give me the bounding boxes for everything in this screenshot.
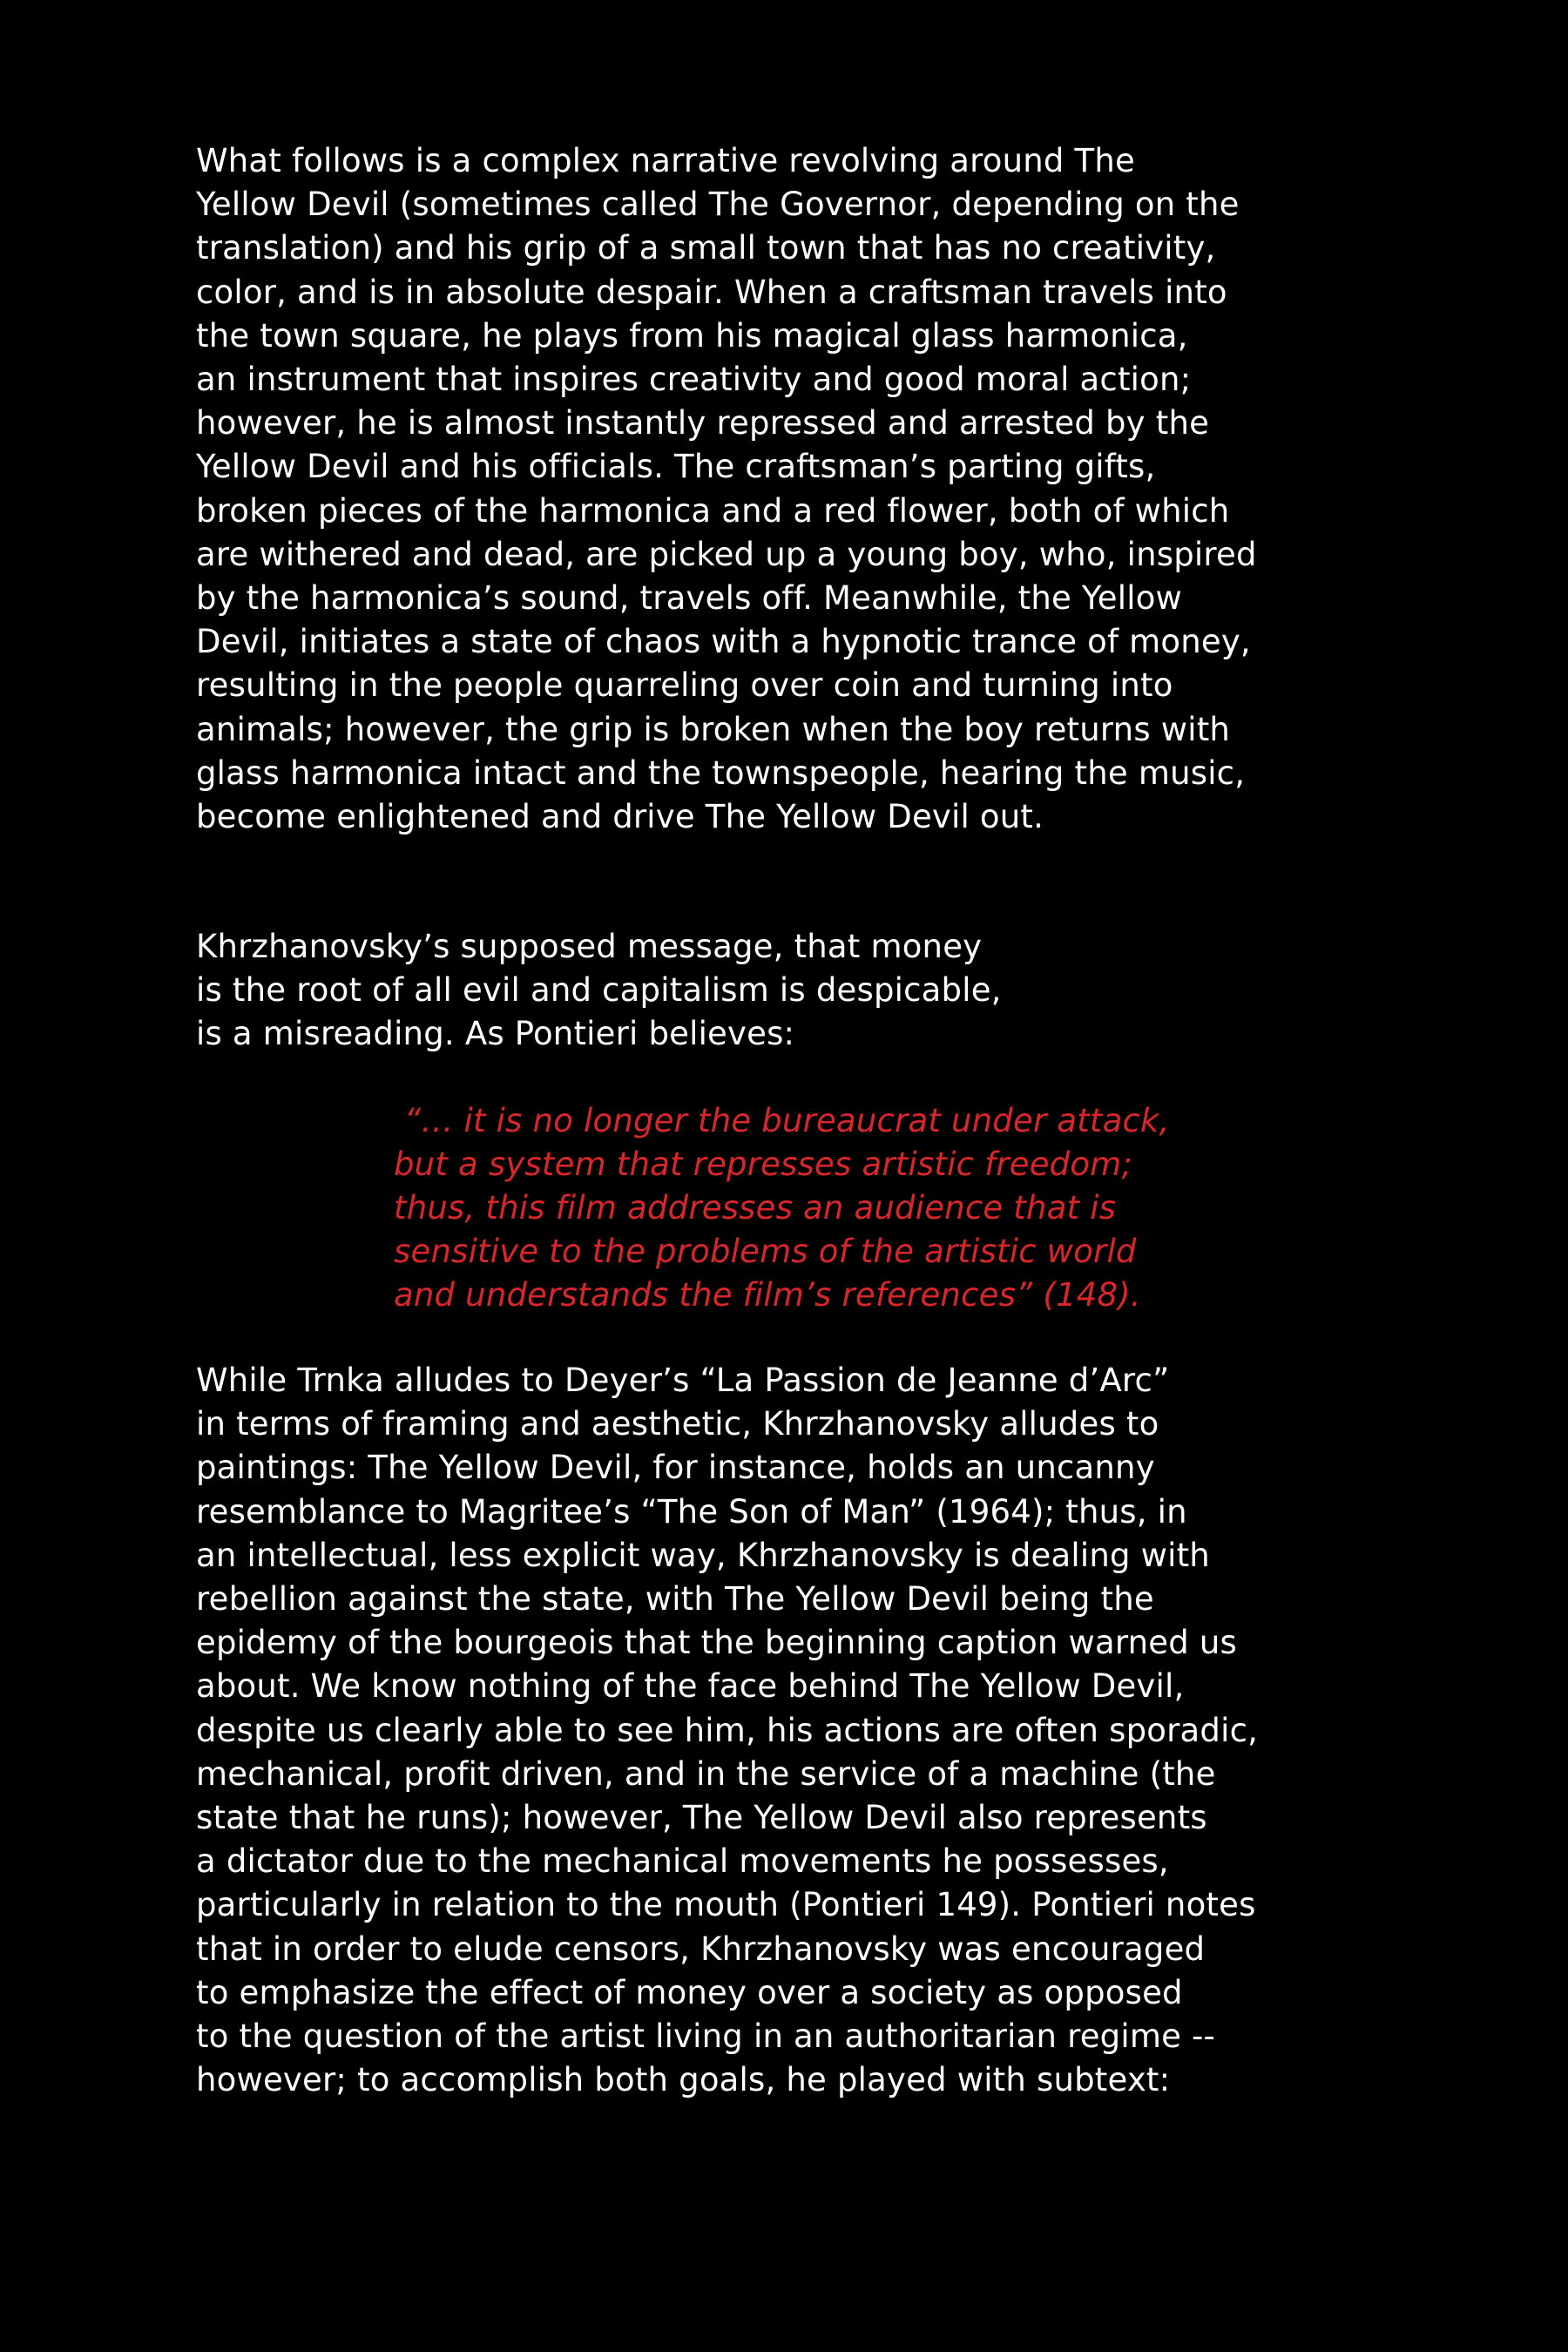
- paragraph3-line: mechanical, profit driven, and in the service of a machine (the: [196, 1754, 1216, 1793]
- paragraph1-line: an instrument that inspires creativity and good moral action;: [196, 361, 1192, 398]
- paragraph1-line: the town square, he plays from his magical glass harmonica,: [196, 316, 1188, 355]
- quote-line: “… it is no longer the bureaucrat under attack,: [394, 1102, 1170, 1139]
- paragraph1-line: What follows is a complex narrative revolving around The: [196, 142, 1135, 179]
- paragraph3-line: epidemy of the bourgeois that the beginning caption warned us: [196, 1624, 1238, 1662]
- paragraph3-line: that in order to elude censors, Khrzhanovsky was encouraged: [196, 1930, 1206, 1968]
- paragraph1-line: broken pieces of the harmonica and a red flower, both of which: [196, 491, 1230, 530]
- paragraph1-line: color, and is in absolute despair. When a craftsman travels into: [196, 273, 1227, 311]
- paragraph2-line: Khrzhanovsky’s supposed message, that money: [196, 928, 983, 965]
- paragraph1-line: Yellow Devil (sometimes called The Governor, depending on the: [196, 186, 1240, 224]
- paragraph2-line: is the root of all evil and capitalism is despicable,: [196, 971, 1002, 1009]
- quote-line: sensitive to the problems of the artistic world: [394, 1233, 1137, 1270]
- paragraph3-line: rebellion against the state, with The Yellow Devil being the: [196, 1580, 1154, 1618]
- paragraph1-line: by the harmonica’s sound, travels off. Meanwhile, the Yellow: [196, 579, 1183, 617]
- paragraph1-line: however, he is almost instantly repressed and arrested by the: [196, 404, 1210, 443]
- quote-line: and understands the film’s references” (148).: [394, 1276, 1141, 1314]
- paragraph1-line: animals; however, the grip is broken when the boy returns with: [196, 710, 1231, 748]
- paragraph3-line: despite us clearly able to see him, his actions are often sporadic,: [196, 1711, 1259, 1749]
- paragraph3-line: particularly in relation to the mouth (Pontieri 149). Pontieri notes: [196, 1886, 1256, 1924]
- paragraph3-line: a dictator due to the mechanical movements he possesses,: [196, 1842, 1169, 1881]
- paragraph1-line: translation) and his grip of a small town that has no creativity,: [196, 229, 1216, 267]
- paragraph3-line: an intellectual, less explicit way, Khrzhanovsky is dealing with: [196, 1536, 1210, 1574]
- quote-line: thus, this film addresses an audience that is: [394, 1189, 1117, 1227]
- paragraph1-line: glass harmonica intact and the townspeople, hearing the music,: [196, 754, 1246, 792]
- paragraph3-line: to the question of the artist living in an authoritarian regime --: [196, 2017, 1216, 2055]
- paragraph3-line: about. We know nothing of the face behind The Yellow Devil,: [196, 1667, 1185, 1706]
- paragraph3-line: however; to accomplish both goals, he played with subtext:: [196, 2061, 1171, 2099]
- paragraph2-line: is a misreading. As Pontieri believes:: [196, 1015, 795, 1052]
- paragraph1-line: become enlightened and drive The Yellow Devil out.: [196, 798, 1044, 835]
- paragraph3-line: state that he runs); however, The Yellow Devil also represents: [196, 1799, 1207, 1836]
- paragraph1-line: are withered and dead, are picked up a young boy, who, inspired: [196, 535, 1257, 573]
- paragraph3-line: to emphasize the effect of money over a society as opposed: [196, 1973, 1183, 2011]
- paragraph3-line: While Trnka alludes to Deyer’s “La Passion de Jeanne d’Arc”: [196, 1362, 1170, 1399]
- quote-line: but a system that represses artistic freedom;: [394, 1146, 1133, 1183]
- paragraph3-line: in terms of framing and aesthetic, Khrzhanovsky alludes to: [196, 1405, 1159, 1443]
- paragraph1-line: Yellow Devil and his officials. The craftsman’s parting gifts,: [196, 448, 1156, 486]
- paragraph3-line: resemblance to Magritee’s “The Son of Man” (1964); thus, in: [196, 1492, 1187, 1531]
- paragraph1-line: Devil, initiates a state of chaos with a hypnotic trance of money,: [196, 623, 1251, 661]
- paragraph1-line: resulting in the people quarreling over coin and turning into: [196, 666, 1173, 705]
- paragraph3-line: paintings: The Yellow Devil, for instance, holds an uncanny: [196, 1449, 1155, 1487]
